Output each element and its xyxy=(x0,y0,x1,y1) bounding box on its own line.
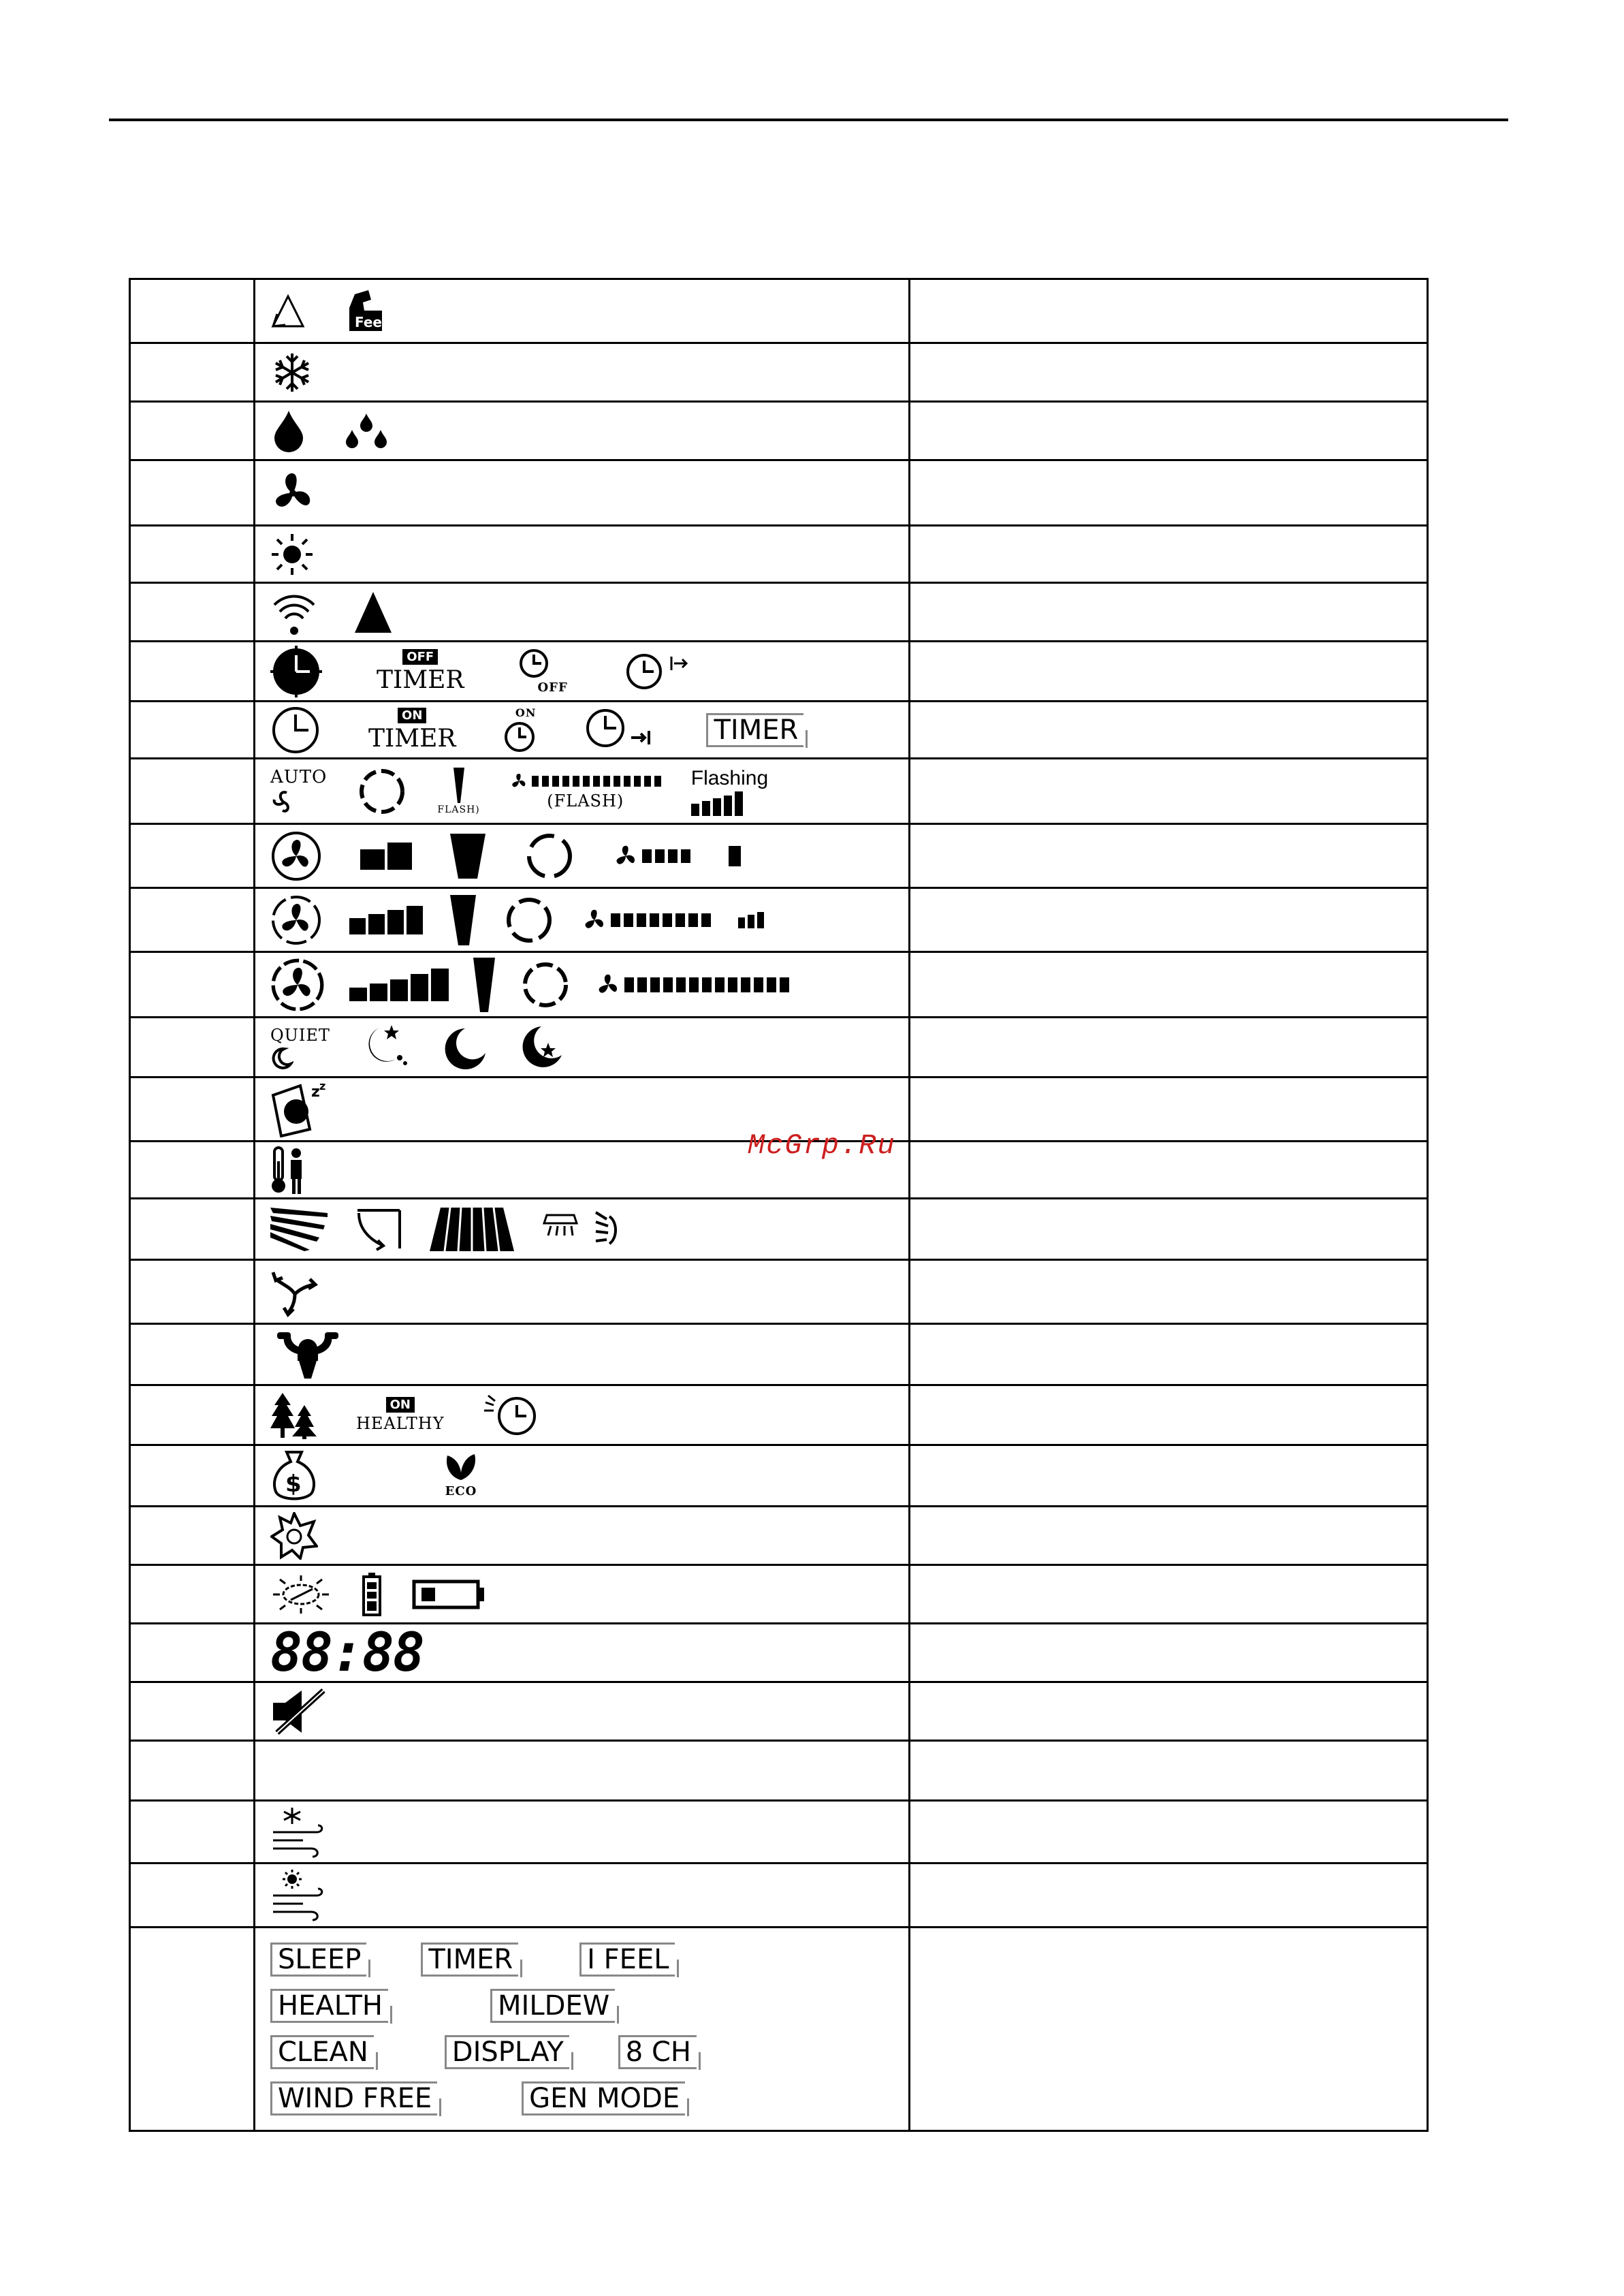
icons-cell xyxy=(255,1801,910,1863)
small-moon-icon xyxy=(270,1046,293,1069)
description-cell xyxy=(910,1928,1428,2131)
timer-caption: TIMER xyxy=(377,665,464,694)
flashing-label: Flashing xyxy=(690,766,769,789)
description-cell xyxy=(910,279,1428,343)
number-cell xyxy=(130,1018,255,1078)
number-cell xyxy=(130,402,255,460)
sleep-label: SLEEP xyxy=(270,1943,366,1977)
icons-cell xyxy=(255,759,910,824)
sleep-zz-icon xyxy=(270,1082,330,1137)
fan-bar-high-icon xyxy=(596,973,789,997)
number-cell xyxy=(130,1682,255,1741)
description-cell xyxy=(910,888,1428,952)
wedge-icon xyxy=(452,768,466,803)
number-cell xyxy=(130,1863,255,1928)
i-feel-label: I FEEL xyxy=(579,1943,674,1977)
number-cell xyxy=(130,1078,255,1142)
eco-leaf-icon xyxy=(441,1453,481,1498)
ch-label: 8 CH xyxy=(618,2035,697,2069)
timer-label: TIMER xyxy=(421,1943,518,1977)
turbo-strong-icon xyxy=(270,1330,345,1380)
table-row xyxy=(130,952,1428,1018)
table-row xyxy=(130,1741,1428,1801)
small-fan-icon xyxy=(596,973,620,997)
table-row xyxy=(130,402,1428,460)
top-rule xyxy=(109,119,1508,121)
mute-speaker-icon xyxy=(270,1688,328,1735)
description-cell xyxy=(910,583,1428,642)
bars-high-icon xyxy=(349,969,449,1001)
icons-cell xyxy=(255,1741,910,1801)
quiet-moon-icon xyxy=(270,1026,330,1069)
moon-star-icon xyxy=(517,1024,564,1071)
icons-cell xyxy=(255,642,910,702)
cool-wind-icon xyxy=(270,1806,328,1858)
number-cell xyxy=(130,952,255,1018)
three-drops-dry-icon xyxy=(343,409,390,453)
number-cell xyxy=(130,642,255,702)
wedge-high-icon xyxy=(473,958,495,1012)
table-row xyxy=(130,1565,1428,1624)
number-cell xyxy=(130,1565,255,1624)
bars-mid-icon xyxy=(349,906,423,934)
table-row xyxy=(130,1445,1428,1507)
segment-bar xyxy=(611,913,711,927)
number-cell xyxy=(130,526,255,583)
description-cell xyxy=(910,1199,1428,1260)
swirl-icon xyxy=(270,789,298,816)
icons-cell xyxy=(255,1565,910,1624)
clock-off-icon xyxy=(518,648,567,695)
table-row xyxy=(130,460,1428,526)
icons-cell xyxy=(255,824,910,888)
icons-cell xyxy=(255,279,910,343)
two-bars-icon xyxy=(738,912,764,928)
icons-cell xyxy=(255,1928,910,2131)
i-feel-icon xyxy=(341,287,389,335)
icons-cell xyxy=(255,1385,910,1445)
description-cell xyxy=(910,642,1428,702)
description-cell xyxy=(910,1018,1428,1078)
bars-low-icon xyxy=(360,843,412,870)
description-cell xyxy=(910,1260,1428,1324)
icons-cell xyxy=(255,952,910,1018)
auto-label: AUTO xyxy=(270,766,328,787)
air-flow-icon xyxy=(541,1206,628,1253)
healthy-on-icon xyxy=(356,1397,445,1433)
description-cell xyxy=(910,824,1428,888)
number-cell xyxy=(130,1142,255,1199)
number-cell xyxy=(130,1507,255,1565)
timer-caption: TIMER xyxy=(368,724,456,753)
table-row xyxy=(130,824,1428,888)
flashing-bars-icon xyxy=(691,767,768,816)
display-label: DISPLAY xyxy=(445,2035,569,2069)
healthy-label: HEALTHY xyxy=(356,1414,445,1433)
description-cell xyxy=(910,1801,1428,1863)
description-cell xyxy=(910,702,1428,759)
icons-cell xyxy=(255,1260,910,1324)
table-row xyxy=(130,1018,1428,1078)
watermark: McGrp.Ru xyxy=(748,1129,896,1162)
icons-cell xyxy=(255,1682,910,1741)
trees-health-icon xyxy=(270,1391,318,1439)
icons-cell xyxy=(255,526,910,583)
battery-vertical-icon xyxy=(362,1573,382,1616)
lcd-symbol-table xyxy=(129,278,1429,2132)
clock-burst-icon xyxy=(483,1393,540,1438)
icons-cell xyxy=(255,343,910,402)
segment-bar xyxy=(642,849,690,863)
fan-high-icon xyxy=(270,958,325,1012)
clock-filled-icon xyxy=(270,646,322,697)
filter-light-icon xyxy=(270,1574,332,1615)
battery-low-icon xyxy=(412,1579,485,1609)
single-bar-icon xyxy=(729,846,741,866)
description-cell xyxy=(910,526,1428,583)
description-cell xyxy=(910,402,1428,460)
icons-cell xyxy=(255,402,910,460)
description-cell xyxy=(910,1624,1428,1682)
table-row xyxy=(130,1624,1428,1682)
clock-small-icon xyxy=(503,721,536,753)
fan-bar-low-icon xyxy=(614,844,690,868)
number-cell xyxy=(130,759,255,824)
swing-fan-icon xyxy=(270,1208,328,1251)
description-cell xyxy=(910,1682,1428,1741)
moon-stars-icon xyxy=(360,1024,408,1071)
number-cell xyxy=(130,1260,255,1324)
description-cell xyxy=(910,343,1428,402)
icons-cell xyxy=(255,1445,910,1507)
table-row xyxy=(130,1928,1428,2131)
digits-display-icon: 88:88 xyxy=(270,1623,424,1682)
number-cell xyxy=(130,1385,255,1445)
icons-cell xyxy=(255,583,910,642)
number-cell xyxy=(130,583,255,642)
wedge-low-icon xyxy=(450,834,485,879)
description-cell xyxy=(910,952,1428,1018)
number-cell xyxy=(130,1199,255,1260)
segment-bar xyxy=(532,776,661,787)
icons-cell xyxy=(255,1324,910,1385)
sun-heat-icon xyxy=(270,533,314,576)
table-row xyxy=(130,1801,1428,1863)
table-row xyxy=(130,759,1428,824)
water-drop-dry-icon xyxy=(270,409,307,453)
money-bag-icon xyxy=(270,1449,318,1503)
table-row xyxy=(130,642,1428,702)
thermometer-person-icon xyxy=(270,1145,307,1195)
number-cell xyxy=(130,824,255,888)
health-label: HEALTH xyxy=(270,1989,388,2023)
on-badge: ON xyxy=(386,1397,415,1413)
small-fan-icon xyxy=(614,844,638,868)
crescent-moon-icon xyxy=(438,1026,487,1069)
svg-text:z: z xyxy=(319,1081,326,1092)
signal-wifi-icon xyxy=(270,588,318,636)
snowflake-cool-icon xyxy=(270,351,314,394)
fan-low-icon xyxy=(270,830,322,882)
number-cell xyxy=(130,1741,255,1801)
icons-cell xyxy=(255,702,910,759)
description-cell xyxy=(910,460,1428,526)
svg-text:$: $ xyxy=(285,1470,302,1498)
description-cell xyxy=(910,1078,1428,1142)
table-row xyxy=(130,1863,1428,1928)
table-row xyxy=(130,1507,1428,1565)
three-arrows-icon xyxy=(270,1267,319,1317)
icons-cell xyxy=(255,1624,910,1682)
ring-high-icon xyxy=(520,959,571,1011)
gen-mode-label: GEN MODE xyxy=(522,2081,685,2116)
table-row xyxy=(130,583,1428,642)
description-cell xyxy=(910,1142,1428,1199)
ring-mid-icon xyxy=(503,894,555,946)
clock-off-caption: OFF xyxy=(537,680,568,695)
clock-small-icon xyxy=(518,648,550,679)
clock-arrow-right-icon xyxy=(584,706,658,754)
timer-on-icon xyxy=(368,708,456,753)
timer-off-icon xyxy=(377,649,464,694)
triangle-send-icon xyxy=(353,591,393,634)
clock-on-icon xyxy=(503,706,536,753)
timer-bracket-icon: TIMER xyxy=(706,713,803,747)
description-cell xyxy=(910,1863,1428,1928)
fan-mid-icon xyxy=(270,894,322,946)
flash-caption: (FLASH) xyxy=(547,791,624,811)
wedge-mid-icon xyxy=(450,895,476,945)
flash-small-label: FLASH) xyxy=(437,804,480,815)
small-fan-icon xyxy=(510,772,528,790)
icons-cell xyxy=(255,1199,910,1260)
description-cell xyxy=(910,1324,1428,1385)
icons-cell xyxy=(255,1863,910,1928)
description-cell xyxy=(910,1445,1428,1507)
description-cell xyxy=(910,1741,1428,1801)
number-cell xyxy=(130,1801,255,1863)
table-row xyxy=(130,1385,1428,1445)
clock-outline-icon xyxy=(270,705,321,755)
function-labels xyxy=(270,1928,908,2130)
number-cell xyxy=(130,702,255,759)
fan-bar-mid-icon xyxy=(582,908,711,932)
table-row xyxy=(130,279,1428,343)
icons-cell xyxy=(255,1507,910,1565)
table-row xyxy=(130,702,1428,759)
svg-text:Feel: Feel xyxy=(355,313,387,330)
level-bars xyxy=(691,791,743,816)
clock-on-caption: ON xyxy=(515,706,537,719)
description-cell xyxy=(910,759,1428,824)
description-cell xyxy=(910,1507,1428,1565)
swing-arrow-icon xyxy=(355,1208,402,1251)
eco-label: ECO xyxy=(445,1484,477,1498)
table-row xyxy=(130,1199,1428,1260)
number-cell xyxy=(130,1324,255,1385)
fan-mode-icon xyxy=(270,471,315,516)
number-cell xyxy=(130,888,255,952)
table-row xyxy=(130,1260,1428,1324)
number-cell xyxy=(130,279,255,343)
leaf-icon xyxy=(441,1453,481,1483)
description-cell xyxy=(910,1565,1428,1624)
mildew-label: MILDEW xyxy=(490,1989,615,2023)
table-row xyxy=(130,343,1428,402)
number-cell xyxy=(130,1624,255,1682)
table-row xyxy=(130,1324,1428,1385)
segment-bar xyxy=(624,977,789,992)
table-row xyxy=(130,1682,1428,1741)
table-row xyxy=(130,888,1428,952)
description-cell xyxy=(910,1385,1428,1445)
on-badge: ON xyxy=(398,708,426,723)
wind-free-label: WIND FREE xyxy=(270,2081,437,2116)
number-cell xyxy=(130,1445,255,1507)
svg-text:z: z xyxy=(311,1083,320,1101)
auto-fan-icon xyxy=(270,767,327,816)
number-cell xyxy=(130,460,255,526)
quiet-label: QUIET xyxy=(270,1025,330,1045)
icons-cell xyxy=(255,888,910,952)
off-badge: OFF xyxy=(402,649,438,665)
heat-wind-icon xyxy=(270,1870,328,1921)
clock-arrow-icon xyxy=(622,650,697,693)
fan-bar-flash-icon xyxy=(510,772,661,811)
number-cell xyxy=(130,1928,255,2131)
clean-label: CLEAN xyxy=(270,2035,374,2069)
star-burst-icon xyxy=(270,1512,318,1560)
louvre-icon xyxy=(430,1208,514,1251)
icons-cell xyxy=(255,1018,910,1078)
table-row xyxy=(130,526,1428,583)
small-fan-icon xyxy=(582,908,607,932)
number-cell xyxy=(130,343,255,402)
wedge-flash-icon xyxy=(437,768,479,815)
dotted-ring-icon xyxy=(357,766,407,817)
triangle-auto-icon xyxy=(270,294,306,329)
ring-low-icon xyxy=(524,830,575,882)
icons-cell xyxy=(255,460,910,526)
